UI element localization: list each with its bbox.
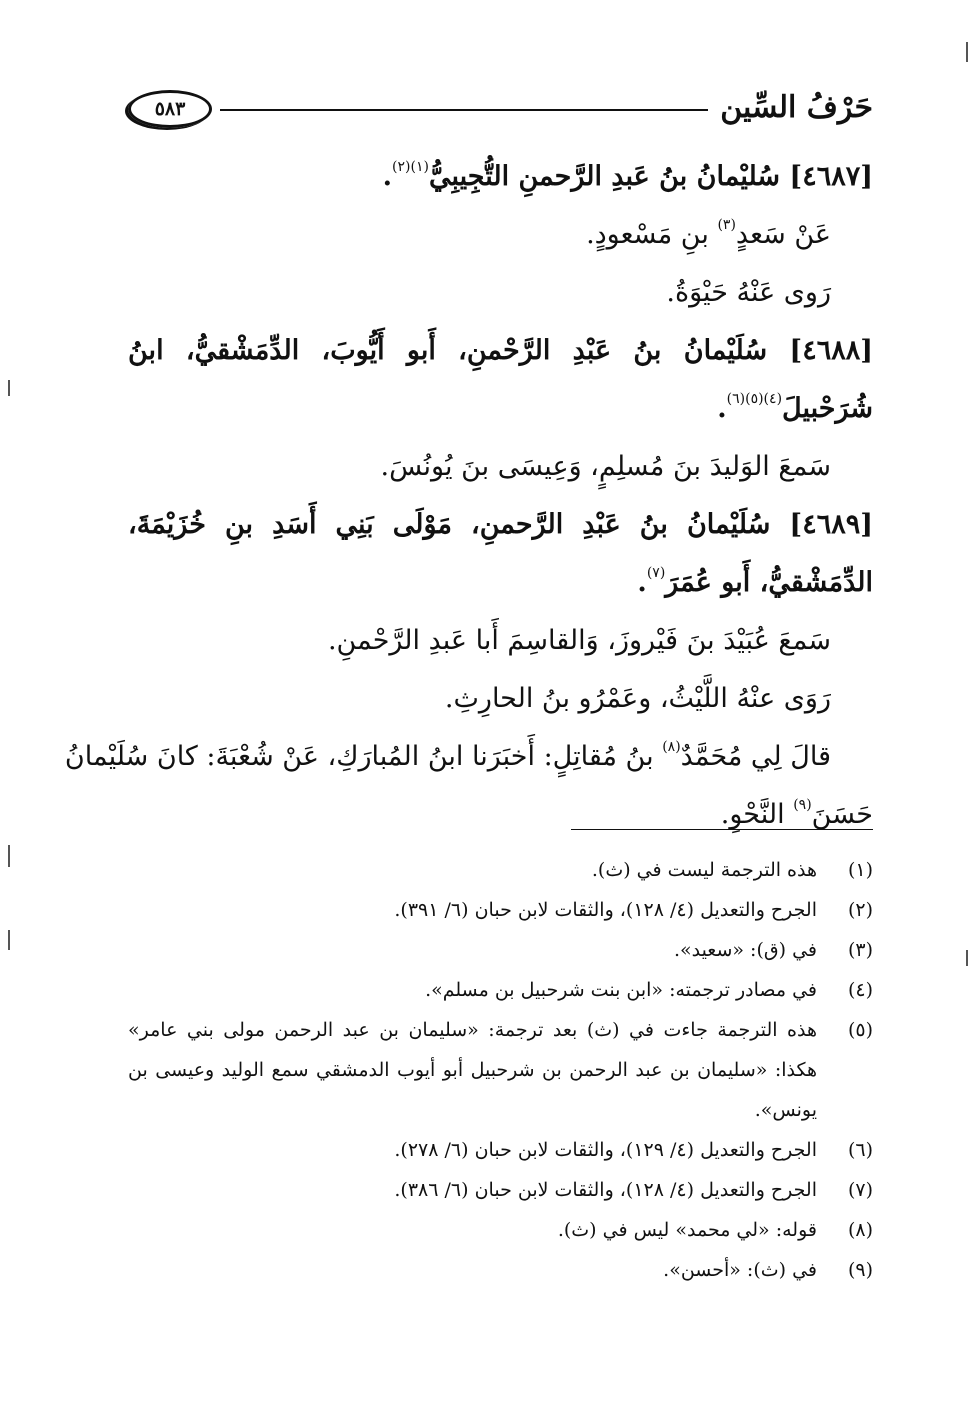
line-text-end: . — [382, 161, 393, 192]
footnote-text: هذه الترجمة جاءت في (ث) بعد ترجمة: «سليمان بن عبد الرحمن مولى بني عامر» هكذا: «سليمان بن عبد الرحمن بن شرحبيل أبو أيوب الدمشقي سمع الوليد وعيسى بن يونس». — [128, 1019, 817, 1121]
footnotes — [128, 850, 873, 1290]
footnote — [128, 1210, 873, 1250]
main-text — [64, 148, 873, 844]
footnote-reference: (١)(٢) — [392, 159, 429, 175]
line-text: عَنْ سَعدٍ — [735, 219, 831, 250]
margin-mark — [966, 42, 968, 62]
chapter-title: حَرْفُ السِّين — [720, 90, 873, 125]
line-text: شُرَحْبيلَ — [782, 393, 873, 424]
footnote — [128, 930, 873, 970]
line-text: رَوى عَنْهُ حَيْوَةُ. — [666, 277, 831, 308]
footnote-number: (٤) — [847, 979, 873, 1001]
footnote-number: (٣) — [847, 939, 873, 961]
line-text: [٤٦٨٧] سُليْمانُ بنُ عَبدِ الرَّحمنِ التُّجِيبِيُّ — [428, 161, 873, 192]
footnote-text: هذه الترجمة ليست في (ث). — [591, 859, 817, 881]
margin-mark — [8, 930, 10, 950]
text-line — [64, 728, 873, 786]
footnote-reference: (٩) — [793, 797, 812, 813]
footnote-number: (٢) — [847, 899, 873, 921]
text-line — [128, 612, 873, 670]
footnote-text: الجرح والتعديل (٤/ ١٢٨)، والثقات لابن حبان (٦/ ٣٨٦). — [394, 1179, 817, 1201]
text-line — [128, 438, 873, 496]
footnote-number: (١) — [847, 859, 873, 881]
line-text: سَمعَ عُبَيْدَ بنَ فَيْروزَ، وَالقاسِمَ أَبا عَبدِ الرَّحْمنِ. — [327, 625, 831, 656]
entry-heading-line — [128, 496, 873, 554]
text-line — [128, 206, 873, 264]
footnote — [128, 850, 873, 890]
line-text: الدِّمَشْقيُّ، أَبو عُمَرَ — [665, 567, 873, 598]
line-text: [٤٦٨٨] سُلَيْمانُ بنُ عَبْدِ الرَّحْمنِ، أَبو أَيُّوبَ، الدِّمَشْقيُّ، ابنُ — [128, 335, 873, 366]
footnote — [128, 1170, 873, 1210]
line-text: سَمعَ الوَليدَ بنَ مُسلِمٍ، وَعِيسَى بنَ يُونُسَ. — [380, 451, 831, 482]
text-line — [128, 264, 873, 322]
footnote-text: في (ث): «أحسن». — [663, 1259, 817, 1281]
text-line — [128, 786, 873, 844]
footnote-reference: (٤)(٥)(٦) — [726, 391, 783, 407]
footnote-number: (٦) — [847, 1139, 873, 1161]
footnote-text: قوله: «لي محمد» ليس في (ث). — [557, 1219, 817, 1241]
margin-mark — [8, 380, 10, 396]
footnote-text: في (ق): «سعيد». — [673, 939, 817, 961]
footnote-text: الجرح والتعديل (٤/ ١٢٨)، والثقات لابن حبان (٦/ ٣٩١). — [394, 899, 817, 921]
footnote-reference: (٣) — [717, 217, 736, 233]
footnote — [128, 1130, 873, 1170]
line-text-end: بنُ مُقاتِلٍ: أَخبَرَنا ابنُ المُبارَكِ، عَنْ شُعْبَةَ: كانَ سُلَيْمانُ — [64, 741, 663, 772]
line-text-end: . — [717, 393, 727, 424]
footnote-separator — [571, 829, 873, 830]
margin-mark — [8, 845, 10, 867]
line-text: قالَ لِي مُحَمَّدٌ — [680, 741, 831, 772]
entry-heading-line — [128, 554, 873, 612]
footnote-number: (٥) — [847, 1019, 873, 1041]
footnote — [128, 1010, 873, 1130]
footnote-reference: (٨) — [662, 739, 681, 755]
margin-mark — [966, 950, 968, 966]
line-text-end: بنِ مَسْعودٍ. — [586, 219, 718, 250]
line-text: رَوَى عنْهُ اللَّيْثُ، وعَمْرُو بنُ الحارِثِ. — [444, 683, 831, 714]
entry-heading-line — [128, 380, 873, 438]
text-line — [128, 670, 873, 728]
line-text: [٤٦٨٩] سُلَيْمانُ بنُ عَبْدِ الرَّحمنِ، مَوْلَى بَنِي أَسَدِ بنِ خُزَيْمَةَ، — [128, 509, 873, 540]
entry-heading-line — [128, 322, 873, 380]
footnote — [128, 1250, 873, 1290]
footnote-reference: (٧) — [646, 565, 666, 581]
footnote-number: (٩) — [847, 1259, 873, 1281]
line-text-end: النَّحْوِ. — [720, 799, 794, 830]
page-header — [128, 86, 873, 130]
header-rule — [220, 109, 708, 111]
footnote — [128, 890, 873, 930]
footnote-number: (٨) — [847, 1219, 873, 1241]
footnote — [128, 970, 873, 1010]
line-text-end: . — [637, 567, 647, 598]
page-number: ٥٨٣ — [128, 90, 212, 128]
footnote-number: (٧) — [847, 1179, 873, 1201]
footnote-text: في مصادر ترجمته: «ابن بنت شرحبيل بن مسلم». — [425, 979, 817, 1001]
entry-heading-line — [128, 148, 873, 206]
footnote-text: الجرح والتعديل (٤/ ١٢٩)، والثقات لابن حبان (٦/ ٢٧٨). — [394, 1139, 817, 1161]
line-text: حَسَنَ — [811, 799, 873, 830]
